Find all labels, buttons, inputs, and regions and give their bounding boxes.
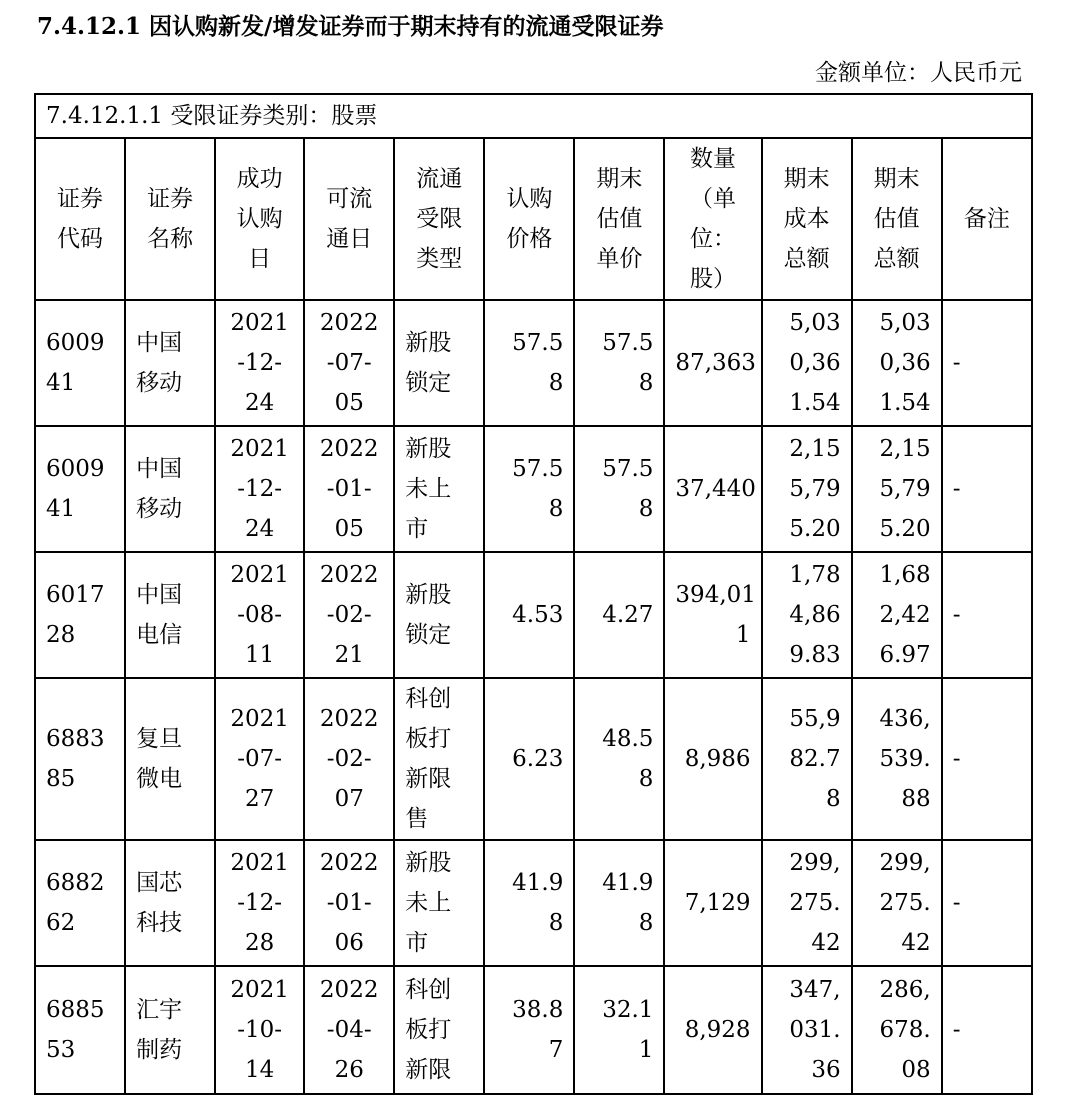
cell-line: 436, [879, 706, 931, 732]
cell-quantity [664, 966, 761, 1094]
cell-line: 38.8 [512, 997, 564, 1023]
cell-line: 57.5 [512, 330, 564, 356]
column-header-line: 证券 [57, 186, 104, 212]
cell-name [125, 552, 215, 678]
cell-line: 5,79 [879, 476, 931, 502]
cell-line: 微电 [136, 766, 183, 792]
cell-line: 2022 [319, 562, 379, 588]
cell-line: 新限 [405, 1057, 452, 1083]
cell-line: 2021 [230, 310, 289, 336]
cell-line: 5.20 [789, 516, 841, 542]
cell-line: 8 [548, 370, 564, 396]
cell-line: 2022 [319, 977, 379, 1003]
cell-line: 售 [405, 806, 429, 832]
column-header-line: 流通 [416, 166, 463, 192]
table-row [35, 966, 1032, 1094]
cell-line: 2,15 [879, 436, 931, 462]
table-body [35, 300, 1032, 1094]
cell-restriction-type [394, 840, 484, 966]
cell-line: 8,928 [684, 1017, 751, 1043]
cell-line: -01- [326, 476, 372, 502]
cell-line: 5,79 [789, 476, 841, 502]
cell-line: 5,03 [879, 310, 931, 336]
cell-line: 8,986 [684, 746, 751, 772]
cell-tradable-date [304, 678, 394, 840]
cell-valuation-total [852, 300, 942, 426]
cell-line: 板打 [405, 1017, 452, 1043]
column-header-line: 数量 [689, 146, 736, 172]
cell-cost-total [762, 678, 852, 840]
column-header-line: 期末 [873, 166, 920, 192]
cell-line: 1 [735, 622, 751, 648]
cell-line: 6.23 [512, 746, 564, 772]
column-header-line: 成功 [236, 166, 283, 192]
cell-line: 2,42 [879, 602, 931, 628]
cell-line: 锁定 [405, 370, 452, 396]
cell-line: 87,363 [675, 350, 756, 376]
cell-line: 8 [638, 910, 654, 936]
cell-line: 1,78 [789, 562, 841, 588]
cell-line: 21 [334, 642, 364, 668]
cell-line: 53 [46, 1037, 76, 1063]
cell-line: 2,15 [789, 436, 841, 462]
column-header-line: 总额 [783, 246, 830, 272]
cell-line: 5.20 [879, 516, 931, 542]
cell-valuation-total [852, 966, 942, 1094]
cell-restriction-type [394, 300, 484, 426]
table-caption: 7.4.12.1.1 受限证券类别：股票 [35, 94, 1032, 138]
cell-line: 0,36 [789, 350, 841, 376]
cell-line: - [952, 1017, 961, 1043]
cell-line: 移动 [136, 496, 183, 522]
cell-line: 36 [811, 1057, 841, 1083]
cell-line: 8 [825, 786, 841, 812]
cell-line: 57.5 [512, 456, 564, 482]
cell-code [35, 426, 125, 552]
table-row [35, 300, 1032, 426]
column-header-line: 认购 [236, 206, 283, 232]
cell-line: 2021 [230, 706, 289, 732]
cell-line: 制药 [136, 1037, 183, 1063]
cell-remark [942, 552, 1032, 678]
cell-quantity [664, 840, 761, 966]
cell-line: 57.5 [602, 330, 654, 356]
cell-line: 2021 [230, 562, 289, 588]
cell-line: 未上 [405, 890, 452, 916]
cell-line: 8 [638, 496, 654, 522]
column-header-line: 单价 [596, 246, 643, 272]
cell-line: 48.5 [602, 726, 654, 752]
cell-line: 新股 [405, 436, 452, 462]
cell-quantity [664, 552, 761, 678]
cell-line: 6017 [46, 582, 105, 608]
column-header-name [125, 138, 215, 300]
cell-cost-total [762, 552, 852, 678]
cell-cost-total [762, 426, 852, 552]
cell-line: 299, [879, 850, 931, 876]
cell-valuation-total [852, 840, 942, 966]
cell-line: 9.83 [789, 642, 841, 668]
cell-valuation-total [852, 426, 942, 552]
cell-line: 科创 [405, 686, 452, 712]
cell-line: 347, [789, 977, 841, 1003]
cell-subscribe-price [484, 300, 574, 426]
cell-line: 2022 [319, 706, 379, 732]
column-header-line: 价格 [506, 226, 553, 252]
cell-line: 2021 [230, 436, 289, 462]
cell-line: 32.1 [602, 997, 654, 1023]
cell-cost-total [762, 966, 852, 1094]
cell-restriction-type [394, 966, 484, 1094]
column-header-subscribe-price [484, 138, 574, 300]
cell-remark [942, 678, 1032, 840]
cell-line: 26 [334, 1057, 364, 1083]
cell-remark [942, 426, 1032, 552]
table-row [35, 552, 1032, 678]
cell-line: 031. [789, 1017, 841, 1043]
cell-line: -02- [326, 602, 372, 628]
cell-line: - [952, 602, 961, 628]
column-header-restriction-type [394, 138, 484, 300]
cell-line: - [952, 890, 961, 916]
cell-name [125, 300, 215, 426]
cell-line: 286, [879, 977, 931, 1003]
column-header-line: 可流 [326, 186, 373, 212]
cell-line: 1.54 [879, 390, 931, 416]
cell-subscribe-date [215, 678, 304, 840]
cell-line: 复旦 [136, 726, 183, 752]
cell-tradable-date [304, 426, 394, 552]
cell-line: -10- [237, 1017, 283, 1043]
cell-quantity [664, 300, 761, 426]
cell-line: 88 [901, 786, 931, 812]
currency-unit-label: 金额单位：人民币元 [815, 60, 1022, 86]
cell-tradable-date [304, 840, 394, 966]
cell-line: -04- [326, 1017, 372, 1043]
cell-line: -12- [237, 890, 283, 916]
table-row [35, 840, 1032, 966]
table-row [35, 426, 1032, 552]
cell-line: 市 [405, 516, 429, 542]
cell-line: 电信 [136, 622, 183, 648]
column-header-valuation-total [852, 138, 942, 300]
table-caption-row [35, 94, 1032, 138]
cell-line: 85 [46, 766, 76, 792]
column-header-quantity [664, 138, 761, 300]
column-header-line: 证券 [147, 186, 194, 212]
cell-line: - [952, 350, 961, 376]
column-header-line: 期末 [783, 166, 830, 192]
cell-line: 2022 [319, 436, 379, 462]
cell-cost-total [762, 300, 852, 426]
cell-line: 中国 [136, 456, 183, 482]
cell-line: 市 [405, 930, 429, 956]
cell-line: 科技 [136, 910, 183, 936]
cell-quantity [664, 426, 761, 552]
cell-line: 中国 [136, 582, 183, 608]
cell-line: 国芯 [136, 870, 183, 896]
cell-line: 新股 [405, 582, 452, 608]
cell-line: -08- [237, 602, 283, 628]
cell-code [35, 552, 125, 678]
cell-line: 07 [334, 786, 364, 812]
cell-line: 82.7 [789, 746, 841, 772]
cell-line: 2022 [319, 850, 379, 876]
cell-subscribe-price [484, 840, 574, 966]
cell-line: 299, [789, 850, 841, 876]
cell-line: 6.97 [879, 642, 931, 668]
column-header-code [35, 138, 125, 300]
cell-restriction-type [394, 426, 484, 552]
column-header-tradable-date [304, 138, 394, 300]
cell-code [35, 300, 125, 426]
cell-line: 2021 [230, 850, 289, 876]
cell-line: 55,9 [789, 706, 841, 732]
cell-valuation-total [852, 552, 942, 678]
cell-code [35, 840, 125, 966]
column-header-subscribe-date [215, 138, 304, 300]
cell-line: 1 [638, 1037, 654, 1063]
cell-line: - [952, 746, 961, 772]
cell-line: 科创 [405, 977, 452, 1003]
cell-line: 6009 [46, 330, 105, 356]
column-header-line: 受限 [416, 206, 463, 232]
column-header-line: 估值 [873, 206, 920, 232]
cell-line: 24 [245, 390, 275, 416]
cell-line: 4,86 [789, 602, 841, 628]
cell-line: 37,440 [675, 476, 756, 502]
column-header-line: 代码 [57, 226, 104, 252]
cell-line: 锁定 [405, 622, 452, 648]
cell-name [125, 426, 215, 552]
cell-tradable-date [304, 552, 394, 678]
column-header-cost-total [762, 138, 852, 300]
cell-line: 未上 [405, 476, 452, 502]
cell-cost-total [762, 840, 852, 966]
cell-line: 5,03 [789, 310, 841, 336]
cell-line: 57.5 [602, 456, 654, 482]
cell-tradable-date [304, 966, 394, 1094]
column-header-line: 位：股） [689, 226, 736, 292]
restricted-securities-table [34, 93, 1033, 1095]
cell-line: 新限 [405, 766, 452, 792]
cell-line: 新股 [405, 330, 452, 356]
cell-line: 11 [245, 642, 275, 668]
cell-remark [942, 840, 1032, 966]
cell-line: 8 [638, 370, 654, 396]
column-header-line: 认购 [506, 186, 553, 212]
cell-line: - [952, 476, 961, 502]
cell-code [35, 966, 125, 1094]
cell-line: 275. [789, 890, 841, 916]
cell-line: 6885 [46, 997, 105, 1023]
cell-line: -07- [237, 746, 283, 772]
cell-subscribe-date [215, 426, 304, 552]
cell-line: 6009 [46, 456, 105, 482]
cell-line: 28 [245, 930, 275, 956]
table-row [35, 678, 1032, 840]
column-header-remark [942, 138, 1032, 300]
cell-line: 41 [46, 370, 76, 396]
column-header-line: 日 [248, 246, 272, 272]
cell-name [125, 678, 215, 840]
cell-line: 汇宇 [136, 997, 183, 1023]
column-header-line: 期末 [596, 166, 643, 192]
cell-line: 41.9 [512, 870, 564, 896]
cell-line: 24 [245, 516, 275, 542]
cell-line: 移动 [136, 370, 183, 396]
cell-quantity [664, 678, 761, 840]
cell-line: 27 [245, 786, 275, 812]
cell-line: 4.53 [512, 602, 564, 628]
cell-subscribe-price [484, 678, 574, 840]
cell-line: -12- [237, 350, 283, 376]
table-header-row [35, 138, 1032, 300]
cell-line: -01- [326, 890, 372, 916]
cell-remark [942, 966, 1032, 1094]
cell-line: 62 [46, 910, 76, 936]
cell-unit-valuation [574, 678, 664, 840]
cell-line: 05 [334, 390, 364, 416]
cell-line: 4.27 [602, 602, 654, 628]
cell-line: 06 [334, 930, 364, 956]
cell-subscribe-date [215, 300, 304, 426]
cell-unit-valuation [574, 966, 664, 1094]
cell-line: 2022 [319, 310, 379, 336]
column-header-line: （单 [689, 186, 736, 212]
cell-subscribe-price [484, 552, 574, 678]
column-header-line: 总额 [873, 246, 920, 272]
cell-line: 板打 [405, 726, 452, 752]
column-header-unit-valuation [574, 138, 664, 300]
cell-code [35, 678, 125, 840]
cell-unit-valuation [574, 552, 664, 678]
section-heading: 7.4.12.1 因认购新发/增发证券而于期末持有的流通受限证券 [37, 13, 664, 40]
cell-line: 0,36 [879, 350, 931, 376]
cell-subscribe-price [484, 426, 574, 552]
cell-line: 8 [548, 910, 564, 936]
cell-restriction-type [394, 552, 484, 678]
cell-name [125, 840, 215, 966]
column-header-line: 名称 [147, 226, 194, 252]
cell-line: 8 [638, 766, 654, 792]
column-header-line: 类型 [416, 246, 463, 272]
cell-line: 2021 [230, 977, 289, 1003]
cell-unit-valuation [574, 840, 664, 966]
cell-remark [942, 300, 1032, 426]
cell-subscribe-date [215, 966, 304, 1094]
cell-subscribe-date [215, 552, 304, 678]
cell-line: 7,129 [684, 890, 751, 916]
cell-line: 14 [245, 1057, 275, 1083]
cell-line: 41 [46, 496, 76, 522]
cell-line: 41.9 [602, 870, 654, 896]
column-header-line: 通日 [326, 226, 373, 252]
cell-line: 394,01 [675, 582, 756, 608]
cell-line: 1,68 [879, 562, 931, 588]
column-header-line: 估值 [596, 206, 643, 232]
cell-line: -02- [326, 746, 372, 772]
cell-name [125, 966, 215, 1094]
cell-line: 1.54 [789, 390, 841, 416]
cell-line: 6883 [46, 726, 105, 752]
cell-line: 678. [879, 1017, 931, 1043]
cell-line: 8 [548, 496, 564, 522]
cell-valuation-total [852, 678, 942, 840]
cell-unit-valuation [574, 300, 664, 426]
cell-line: 08 [901, 1057, 931, 1083]
cell-unit-valuation [574, 426, 664, 552]
cell-line: 新股 [405, 850, 452, 876]
cell-line: 42 [901, 930, 931, 956]
cell-tradable-date [304, 300, 394, 426]
column-header-line: 成本 [783, 206, 830, 232]
cell-subscribe-price [484, 966, 574, 1094]
cell-restriction-type [394, 678, 484, 840]
cell-subscribe-date [215, 840, 304, 966]
cell-line: 7 [548, 1037, 564, 1063]
cell-line: 42 [811, 930, 841, 956]
cell-line: 275. [879, 890, 931, 916]
cell-line: 6882 [46, 870, 105, 896]
cell-line: 中国 [136, 330, 183, 356]
cell-line: -07- [326, 350, 372, 376]
cell-line: -12- [237, 476, 283, 502]
cell-line: 28 [46, 622, 76, 648]
column-header-line: 备注 [963, 206, 1010, 232]
cell-line: 539. [879, 746, 931, 772]
cell-line: 05 [334, 516, 364, 542]
